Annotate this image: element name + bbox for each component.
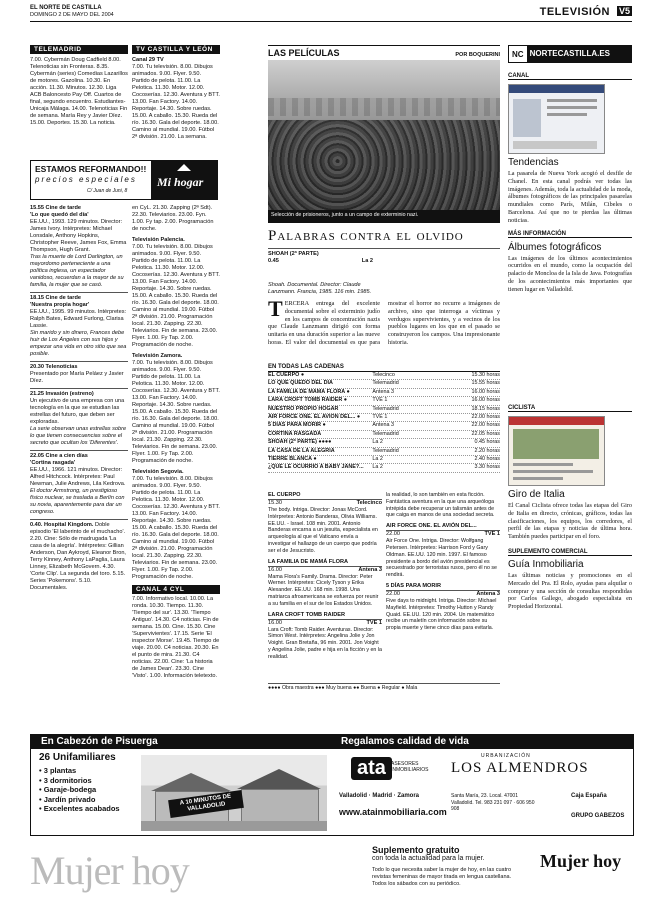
cell-title: LA CASA DE LA ALEGRÍA (268, 447, 335, 454)
film-headline: Palabras contra el olvido (268, 228, 464, 244)
ad1-units: 26 Unifamiliares (39, 752, 116, 763)
reviews-right (386, 492, 500, 636)
cell-channel: Telemadrid (372, 430, 399, 437)
review-body: Air Force One. Intriga. Director: Wolfgang Petersen. Intérpretes: Harrison Ford y Gary Oldman. EE.UU. 120 min. 1997. El famoso presidente a bordo del avión presidencial es secuestrado por terroristas rusos, pero él no se rendirá. (386, 538, 497, 579)
review-text: TERCERA entrega del excelente documental sobre el exterminio judío en los campos de concentración nazis que Claude Lanzmann dirigió con forma unitaria en una duración superior a las nueve horas. El valor del documental es que para mostrar el horror no recurre a imágenes de archivo, sino que interroga a víctimas y verdugos supervivientes, y a vecinos de los pueblos lugares en los que en el pasado se construyeron los campos. Una impresionante historia. (268, 300, 500, 346)
review-time: 15.30 (268, 500, 282, 506)
review-body: la realidad, lo son también en esta ficción. Fantástica aventura en la que una arqueóloga intrépida debe recuperar un talismán antes de que caiga en manos de una sociedad secreta. (386, 492, 495, 519)
feature-item: • 3 plantas (39, 766, 77, 775)
review-item (268, 492, 382, 555)
film-review (268, 300, 500, 350)
mujer-subtitle: con toda la actualidad para la mujer. (372, 855, 485, 862)
film-channel: La 2 (361, 258, 373, 264)
cell-channel: TVE 1 (372, 414, 388, 421)
telemadrid-column (30, 45, 128, 127)
subchannel-title: Televisión Palencia. (132, 237, 185, 243)
review-channel: Telecinco (356, 500, 382, 506)
review-item (268, 612, 382, 661)
mas-title: MÁS INFORMACIÓN (508, 231, 632, 238)
film-meta-block (268, 282, 373, 296)
channel-header: TV CASTILLA Y LEÓN (132, 45, 220, 54)
cell-time: 2.40 horas (474, 456, 500, 463)
ad1-features (39, 766, 120, 814)
cell-channel: La 2 (372, 464, 383, 471)
ad2-brand: ata (351, 757, 392, 780)
table-row (268, 406, 500, 414)
ciclismo-screenshot (508, 416, 605, 486)
ad-brand: Mi hogar (157, 175, 204, 189)
subchannel-title: Televisión Segovia. (132, 469, 184, 475)
suplemento-headline: Guía Inmobiliaria (508, 558, 584, 570)
review-body: Lara Croft: Tomb Raider. Aventuras. Director: Simon West. Intérpretes: Angelina Jolie y Jon Voight. Gran Bretaña, 96 min. 2001. Jon Voight y Angelina Jolie, padre e hija en la ficción y en la realidad. (268, 626, 382, 660)
page-header (30, 5, 632, 22)
cyl-column-lower (132, 205, 220, 680)
listing-item: 22.05 Cine a cien días 'Cortina rasgada' EE.UU., 1966. 121 minutos. Director: Alfred Hitchcock. Intérpretes: Paul Newman, Julie Andrews, Lila Kedrova. El doctor Armstrong, un prestigioso físico nuclear, se traslada a Berlín con su novia, aparentemente para dar un congreso. (30, 453, 126, 515)
listing-item: 18.15 Cine de tarde 'Nuestra propia hogar' EE.UU., 1995. 99 minutos. Intérpretes: Ralph Bates, Edward Furlong, Clarisa Lassie. Sin marido y sin dinero, Frances debe huir de Los Ángeles con sus hijos y empezar una vida en otro sitio que sea posible. (30, 295, 127, 357)
review-item (386, 583, 500, 632)
canal-screenshot (508, 84, 605, 154)
cell-title: LO QUE QUEDÓ DEL DÍA (268, 380, 333, 387)
cell-time: 16.00 horas (471, 397, 500, 404)
cell-title: NUESTRO PROPIO HOGAR (268, 405, 339, 412)
nc-logo-icon: NC (509, 50, 527, 59)
camp-photo (268, 60, 500, 223)
listing-item: 21.25 Invasión (estreno) Un ejecutivo de una empresa con una tecnología en la que se estudian las estrellas del futuro, que deben ser exploradas. La serie observan unas estrellas sobre lo que tienen consecuencias sobre el secreto que ocultan los 'Diferentes'. (30, 391, 127, 446)
subchannel-schedule: 7.00. Tu televisión. 8.00. Dibujos animados. 9.00. Flyer. 9.50. Partido de pelota. 11.00. La Pelotica. 11.30. Motor. 12.00. Cocoserías. 12.30. Aventura y BTT. 13.00. Fan Factory. 14.00. Reportaje. 14.30. Sobre ruedas. 15.00. A caballo. 15.30. Rueda del río. 16.30. Gala del deporte. 18.00. Camino al mundial. 19.00. Fútbol 2ª división. 21.00. Programación local. 21.30. Zapping. 22.30. Televiarios. Fin de semana. 23.00. Flyer. 1.00. Fy Tap. 2.00. Programación de noche. (132, 360, 220, 464)
listing-item: 15.55 Cine de tarde 'Lo que quedó del día' EE.UU., 1993. 129 minutos. Director: James Ivory. Intérpretes: Michael Lonsdale, Anthony Hopkins, Christopher Reeve, James Fox, Emma Thompson, Hugh Grant. Tras la muerte de Lord Darlington, un mayordomo perteneciente a una política inglesa, un espectador vanidoso, recuerdan a la mayor de su familia, la mujer que se casó. (30, 205, 127, 288)
morning-schedule: 7.00. Cybermán Doug Cadfield 8.00. Telenoticias sin Fronteras. 8.35. Cybermán (series) Comedias Lazarillos de motores. Gazolina. 10.30. En acción. 11.30. Minutos. 12.30. Liga ACB Baloncesto Pay Off. Cuartos de final, segundo encuentro. Estudiantes-Unicaja Málaga. 14.00. Telenoticias Fin de semana. María Rey y Javier Díez. 15.00. Deportes. 15.30. La noticia. (30, 57, 128, 126)
rating-legend: ●●●● Obra maestra ●●● Muy buena ●● Buena ● Regular ● Mala (268, 683, 500, 691)
film-title: SHOAH (2ª PARTE) (268, 251, 319, 257)
review-time: 22.00 (386, 531, 400, 538)
mujer-hoy-ad (30, 843, 632, 895)
mujer-logo-small: Mujer hoy (540, 851, 622, 871)
review-title: 5 DÍAS PARA MORIR (386, 583, 500, 591)
listing-item: 20.30 Telenoticias Presentado por María Peláez y Javier Díez. (30, 364, 124, 384)
mas-headline: Álbumes fotográficos (508, 241, 602, 253)
ad-subline: precios especiales (35, 175, 137, 184)
suplemento-title: SUPLEMENTO COMERCIAL (508, 549, 632, 556)
review-title: EL CUERPO (268, 492, 382, 500)
subchannel-schedule: 7.00. Tu televisión. 8.00. Dibujos animados. 9.00. Flyer. 9.50. Partido de pelota. 11.00. La Pelotica. 11.30. Motor. 12.00. Cocoserías. 12.30. Aventura y BTT. 13.00. Fan Factory. 14.00. Reportaje. 14.30. Sobre ruedas. 15.00. A caballo. 15.30. Rueda del río. 16.30. Gala del deporte. 18.00. Camino al mundial. 19.00. Fútbol 2ª división. 21.00. Programación local. 21.30. Zapping. 22.30. Televiarios. Fin de semana. 23.00. Flyer. 1.00. Fy Tap. 2.00. Programación de noche. (132, 244, 220, 348)
table-row (268, 380, 500, 388)
subchannel-schedule: en CyL. 21.30. Zapping (2ª Sdt). 22.30. Televiarios. 23.00. Fyn. 1.00. Fy tap. 2.00. Programación de noche. (132, 205, 214, 232)
telemadrid-listings (30, 205, 128, 595)
cell-time: 16.00 horas (471, 388, 500, 395)
cell-title: SHOAH (2ª PARTE) ●●●● (268, 439, 332, 446)
table-row (268, 464, 500, 472)
ad2-address: Santa María, 23. Local. 47001 Valladolid. Tel. 983 231 097 · 606 950 908 (451, 793, 535, 812)
mujer-logo-large: Mujer hoy (30, 848, 189, 893)
ciclismo-headline: Giro de Italia (508, 489, 565, 500)
subchannel-schedule: 7.00. Informativo local. 10.00. La ronda. 10.30. Tiempo. 11.30. 'Tiempo del sur'. 13.30. 'Tiempo Antiguo'. 14.30. C4 noticias. Fin de semana. 15.00. Cine. 15.30. Cine 'Supervivientes'. 17.15. Serie 'El inspector Morse'. 19.45. Tiempo de viaje. 20.00. C4 noticias. 20.30. En el punto de mira. 21.30. C4 noticias. 22.00. Cine: 'La historia de James Dean'. 23.30. Cine 'Visto'. 1.00. Información teletexto. (132, 596, 220, 679)
table-row (268, 439, 500, 447)
photo-caption: Selección de prisioneros, junto a un campo de exterminio nazi. (271, 212, 419, 218)
page-number: V5 (618, 6, 630, 16)
subchannel-schedule: 7.00. Tu televisión. 8.00. Dibujos animados. 9.00. Flyer. 9.50. Partido de pelota. 11.00. La Pelotica. 11.30. Motor. 12.00. Cocoserías. 12.30. Aventura y BTT. 13.00. Fan Factory. 14.00. Reportaje. 14.30. Sobre ruedas. 15.00. A caballo. 15.30. Rueda del río. 16.30. Gala del deporte. 18.00. Camino al mundial. 19.00. Fútbol 2ª división. 21.00. La semana. (132, 64, 220, 140)
channel-header: TELEMADRID (30, 45, 128, 54)
cell-channel: Telemadrid (372, 405, 399, 412)
ad-logo (151, 161, 217, 199)
review-time: 16.00 (268, 566, 282, 573)
cell-title: CORTINA RASGADA (268, 430, 322, 437)
review-channel: TVE 1 (484, 531, 500, 538)
mi-hogar-ad (30, 160, 218, 200)
canal-title: CANAL (508, 73, 632, 80)
table-row (268, 372, 500, 380)
canal-headline: Tendencias (508, 157, 559, 168)
all-channels-table (268, 364, 500, 473)
ciclismo-title: CICLISTA (508, 405, 632, 412)
ad2-cities: Valladolid · Madrid · Zamora (339, 793, 420, 799)
cell-time: 15.30 horas (471, 372, 500, 378)
table-row (268, 397, 500, 405)
cell-title: LA FAMILIA DE MAMÁ FLORA ● (268, 388, 350, 395)
review-item (386, 523, 500, 579)
review-time: 22.00 (386, 590, 400, 597)
review-title: LA FAMILIA DE MAMÁ FLORA (268, 559, 382, 567)
cell-title: AIR FORCE ONE. EL AVIÓN DEL... ● (268, 414, 361, 421)
table-row (268, 422, 500, 430)
mujer-body: Todo lo que necesita saber la mujer de hoy, en las cuatro revistas femeninas de mayor tirada en lengua castellana. Todos los sábados con su periódico. (372, 867, 512, 887)
feature-item: • 3 dormitorios (39, 775, 92, 785)
cell-channel: Telemadrid (372, 447, 399, 454)
cell-title: EL CUERPO ● (268, 372, 305, 378)
review-channel: Antena 3 (358, 566, 382, 573)
cyl-column (132, 45, 220, 141)
cell-time: 22.00 horas (471, 422, 500, 429)
author: POR BOQUERINI (455, 52, 500, 58)
review-title: AIR FORCE ONE. EL AVIÓN DEL... (386, 523, 500, 531)
feature-item: • Jardín privado (39, 794, 96, 804)
table-row (268, 456, 500, 464)
house-icon (177, 164, 191, 171)
subchannel-schedule: 7.00. Tu televisión. 8.00. Dibujos animados. 9.00. Flyer. 9.50. Partido de pelota. 11.00. La Pelotica. 11.30. Motor. 12.00. Cocoserías. 12.30. Aventura y BTT. 13.00. Fan Factory. 14.00. Reportaje. 14.30. Sobre ruedas. 15.00. A caballo. 15.30. Rueda del río. 16.30. Gala del deporte. 18.00. Camino al mundial. 19.00. Fútbol 2ª división. 21.00. Programación local. 21.30. Zapping. 22.30. Televiarios. Fin de semana. 23.00. Flyer. 1.00. Fy Tap. 2.00. Programación de noche. (132, 476, 220, 580)
review-body: Mama Flora's Family. Drama. Director: Peter Werner. Intérpretes: Cicely Tyson y Erika Alexander. EE.UU. 168 min. 1998. Una matriarca afroamericana se esfuerza por reunir a su familia en el sur de los Estados Unidos. (268, 573, 379, 607)
section-title: LAS PELÍCULAS (268, 48, 340, 58)
real-estate-ad (30, 734, 634, 836)
cell-title: LARA CROFT TOMB RAIDER ● (268, 397, 348, 404)
cell-title: 5 DÍAS PARA MORIR ● (268, 422, 326, 429)
ad-headline: ESTAMOS REFORMANDO!! (35, 164, 147, 174)
ad2-web[interactable]: www.atainmobiliaria.com (339, 807, 447, 817)
review-channel: Antena 3 (476, 590, 500, 597)
nortecastilla-column (508, 45, 632, 294)
cell-time: 22.05 horas (471, 430, 500, 437)
cell-time: 18.15 horas (471, 405, 500, 412)
listing-item: 0.40. Hospital Kingdom. Doble episodio 'El laberinto de el muchacho'. 2.20. Cine: Sólo de madrugada 'La casa de la alegría'. Intérpretes: Gillian Anderson, Dan Aykroyd, Eleanor Bron, Terry Kinney, Anthony LaPaglia, Laura Linney, Elizabeth McGovern. 4.30. 'Corte Clip'. La segunda del toro. 5.15. Series 'Pokemons'. 5.10. Documentales. (30, 522, 126, 591)
cell-channel: TVE 1 (372, 397, 388, 404)
film-time: 0.45 (268, 258, 279, 264)
review-time: 16.00 (268, 619, 282, 626)
review-channel: TVE 1 (366, 619, 382, 626)
web-banner (508, 45, 632, 63)
cell-channel: Telecinco (372, 372, 395, 378)
review-body: Five days to midnight. Intriga. Director: Michael Mayfield. Intérpretes: Timothy Hutton y Randy Quaid. EE.UU. 120 min. 2004. Un matemático recibe un maletín con información sobre su propia muerte y tiene cinco días para evitarla. (386, 597, 497, 632)
review-body: The body. Intriga. Director: Jonas McCord. Intérpretes: Antonio Banderas, Olivia Williams. EE.UU. - Israel. 108 min. 2001. Antonio Banderas encarna a un jesuita, especialista en arqueología al que el Vaticano envía a investigar el hallazgo de un cuerpo que podría ser el de Jesucristo. (268, 507, 378, 554)
banner-text: NORTECASTILLA.ES (527, 46, 631, 62)
feature-item: • Garaje-bodega (39, 785, 97, 795)
ad2-urb-name: LOS ALMENDROS (451, 760, 589, 776)
table-row (268, 414, 500, 422)
mas-body: Las imágenes de los últimos acontecimientos ocurridos en el mundo, como la ocupación del palacio de Moncloa de la Isla de Java. Fotografías de los acontecimientos más importantes que tienen lugar en Valladolid. (508, 254, 632, 293)
feature-item: • Excelentes acabados (39, 804, 120, 814)
ad1-badge: A 10 MINUTOS DE VALLADOLID (168, 790, 244, 818)
cell-time: 2.20 horas (474, 447, 500, 454)
suplemento-body: Las últimas noticias y promociones en el Mercado del Pra. El Rolo, ayudas para alquilar o comprar y una sección de consultas respondidas por Carlos Gallego, abogado especialista en Propiedad Horizontal. (508, 571, 632, 611)
table-row (268, 431, 500, 439)
subchannel-title: Televisión Zamora. (132, 353, 183, 359)
ad2-sub: ASESORES INMOBILIARIOS (391, 761, 429, 773)
cell-channel: La 2 (372, 456, 383, 463)
ad2-bank: Caja España (571, 793, 607, 799)
cell-time: 15.55 horas (471, 380, 500, 387)
issue-date: DOMINGO 2 DE MAYO DEL 2004 (30, 12, 114, 18)
ad2-title: Regalamos calidad de vida (331, 735, 633, 749)
channel-header: CANAL 4 CYL (132, 585, 220, 594)
cell-time: 3.30 horas (474, 464, 500, 471)
section-title: TELEVISIÓN (539, 6, 610, 18)
review-item (268, 559, 382, 608)
cell-channel: Antena 3 (372, 422, 394, 429)
ciclismo-body: El Canal Ciclista ofrece todas las etapas del Giro de Italia en directo, crónicas, gráficos, todas las clasificaciones, los equipos, los corredores, el perfil de las etapas y noticias de última hora. También puedes participar en el foro. (508, 502, 632, 541)
paper-name: EL NORTE DE CASTILLA (30, 5, 102, 11)
cell-title: ¿QUÉ LE OCURRIÓ A BABY JANE?... (268, 464, 364, 471)
cell-title: TIERRE BLANCA ● (268, 456, 317, 463)
cell-channel: Telemadrid (372, 380, 399, 387)
reviews-left (268, 492, 382, 665)
subchannel-title: Canal 29 TV (132, 57, 164, 63)
table-row (268, 389, 500, 397)
ad2-group: GRUPO GABEZOS (571, 813, 625, 819)
cell-channel: La 2 (372, 439, 383, 446)
cell-channel: Antena 3 (372, 388, 394, 395)
dropcap: T (268, 300, 283, 321)
table-title: EN TODAS LAS CADENAS (268, 364, 500, 372)
peliculas-section (268, 45, 500, 265)
table-row (268, 448, 500, 456)
review-title: LARA CROFT TOMB RAIDER (268, 612, 382, 620)
cell-time: 22.00 horas (471, 414, 500, 421)
review-item (386, 492, 500, 519)
ciclismo-block (508, 405, 632, 611)
ad-address: C/ Juan de Juni, 8 (87, 188, 128, 194)
canal-body: La pasarela de Nueva York acogió el desfile de Chanel. En esta canal podrás ver todas las imágenes. Además, toda la actualidad de la moda, álbumes fotográficos de las principales pasarelas mundiales como París, Milán, Cibeles o Barcelona. Así que no te pierdas las últimas noticias. (508, 170, 632, 224)
mujer-title: Suplemento gratuito (372, 845, 460, 855)
ad2-urb: URBANIZACIÓN (481, 753, 531, 759)
film-meta: Shoah. Documental. Director: Claude Lanzmann. Francia, 1985. 116 min. 1985. (268, 282, 372, 295)
cell-time: 0.45 horas (474, 439, 500, 446)
ad1-title: En Cabezón de Pisuerga (31, 735, 331, 749)
